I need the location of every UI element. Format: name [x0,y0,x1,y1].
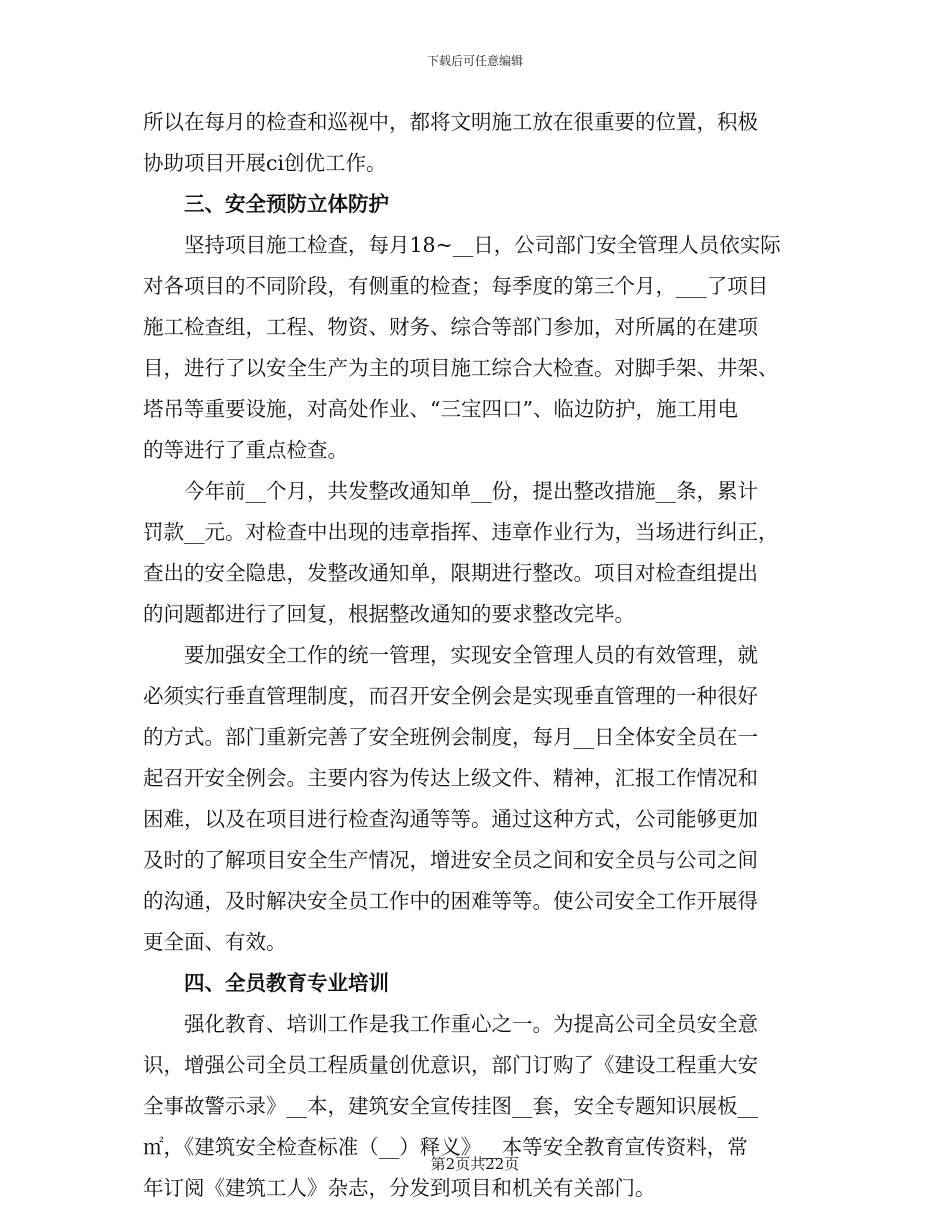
paragraph-line: 全事故警示录》__本，建筑安全宣传挂图__套，安全专题知识展板__ [143,1094,758,1118]
paragraph-line: ㎡，《建筑安全检查标准（__）释义》__本等安全教育宣传资料，常 [143,1135,748,1159]
document-body [143,102,803,1209]
page-number-footer: 第2页共22页 [430,1155,520,1173]
paragraph-line: 的沟通，及时解决安全员工作中的困难等等。使公司安全工作开展得 [143,889,758,913]
paragraph-line: 协助项目开展ci创优工作。 [143,151,387,175]
paragraph-first-line: 今年前__个月，共发整改通知单__份，提出整改措施__条，累计 [184,479,758,503]
paragraph-line: 年订阅《建筑工人》杂志，分发到项目和机关有关部门。 [143,1176,656,1200]
paragraph-line: 塔吊等重要设施，对高处作业、“三宝四口”、临边防护，施工用电 [143,397,738,421]
paragraph-line: 所以在每月的检查和巡视中，都将文明施工放在很重要的位置，积极 [143,110,758,134]
section-heading: 三、安全预防立体防护 [184,192,389,216]
paragraph-line: 困难，以及在项目进行检查沟通等等。通过这种方式，公司能够更加 [143,807,758,831]
page-header: 下载后可任意编辑 [426,54,523,68]
paragraph-line: 更全面、有效。 [143,930,287,954]
paragraph-first-line: 坚持项目施工检查，每月18~__日，公司部门安全管理人员依实际 [184,233,781,257]
paragraph-first-line: 强化教育、培训工作是我工作重心之一。为提高公司全员安全意 [184,1012,758,1036]
section-heading: 四、全员教育专业培训 [184,971,389,995]
paragraph-line: 必须实行垂直管理制度，而召开安全例会是实现垂直管理的一种很好 [143,684,758,708]
paragraph-line: 对各项目的不同阶段，有侧重的检查；每季度的第三个月，___了项目 [143,274,769,298]
paragraph-line: 的方式。部门重新完善了安全班例会制度，每月__日全体安全员在一 [143,725,758,749]
paragraph-line: 识，增强公司全员工程质量创优意识，部门订购了《建设工程重大安 [143,1053,758,1077]
paragraph-first-line: 要加强安全工作的统一管理，实现安全管理人员的有效管理，就 [184,643,758,667]
paragraph-line: 查出的安全隐患，发整改通知单，限期进行整改。项目对检查组提出 [143,561,758,585]
paragraph-line: 及时的了解项目安全生产情况，增进安全员之间和安全员与公司之间 [143,848,758,872]
paragraph-line: 罚款__元。对检查中出现的违章指挥、违章作业行为，当场进行纠正， [143,520,779,544]
paragraph-line: 目，进行了以安全生产为主的项目施工综合大检查。对脚手架、井架、 [143,356,779,380]
paragraph-line: 的等进行了重点检查。 [143,438,348,462]
paragraph-line: 起召开安全例会。主要内容为传达上级文件、精神，汇报工作情况和 [143,766,758,790]
paragraph-line: 的问题都进行了回复，根据整改通知的要求整改完毕。 [143,602,635,626]
paragraph-line: 施工检查组，工程、物资、财务、综合等部门参加，对所属的在建项 [143,315,758,339]
